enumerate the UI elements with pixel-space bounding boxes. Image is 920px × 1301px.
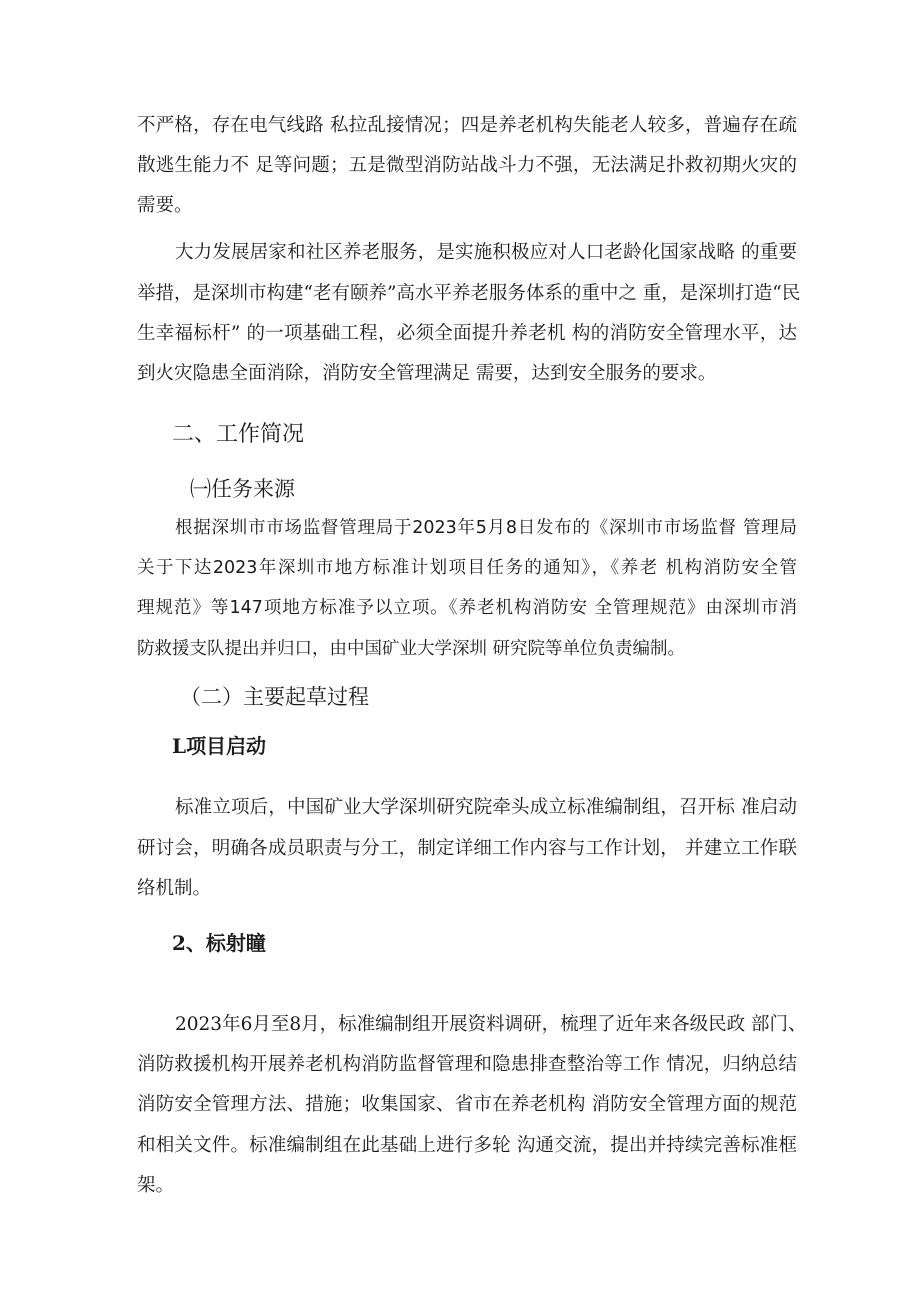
paragraph-line: 2023年6月至8月，标准编制组开展资料调研，梳理了近年来各级民政 部门、 <box>175 1014 807 1035</box>
paragraph-line: 和相关文件。标准编制组在此基础上进行多轮 沟通交流，提出并持续完善标准框 <box>137 1135 797 1156</box>
paragraph-line: 研讨会，明确各成员职责与分工，制定详细工作内容与工作计划， 并建立工作联 <box>137 838 797 859</box>
item-heading: 2、标射瞳 <box>172 931 266 955</box>
paragraph-line: 络机制。 <box>137 878 212 899</box>
paragraph-line: 举措，是深圳市构建“老有颐养”高水平养老服务体系的重中之 重，是深圳打造“民 <box>137 283 801 304</box>
paragraph-line: 理规范》等147项地方标准予以立项。《养老机构消防安 全管理规范》由深圳市消 <box>137 598 797 618</box>
paragraph-line: 消防救援机构开展养老机构消防监督管理和隐患排查整治等工作 情况，归纳总结 <box>137 1054 797 1075</box>
paragraph-line: 需要。 <box>137 195 193 216</box>
paragraph-line: 生幸福标杆” 的一项基础工程，必须全面提升养老机 构的消防安全管理水平，达 <box>137 323 797 344</box>
paragraph-line: 散逃生能力不 足等问题；五是微型消防站战斗力不强，无法满足扑救初期火灾的 <box>137 155 797 176</box>
paragraph-line: 关于下达2023年深圳市地方标准计划项目任务的通知》，《养老 机构消防安全管 <box>137 558 797 578</box>
paragraph-line: 架。 <box>137 1175 175 1196</box>
paragraph-line: 防救援支队提出并归口，由中国矿业大学深圳 研究院等单位负责编制。 <box>137 639 686 659</box>
paragraph-line: 根据深圳市市场监督管理局于2023年5月8日发布的《深圳市市场监督 管理局 <box>175 518 797 538</box>
paragraph-line: 到火灾隐患全面消除，消防安全管理满足 需要，达到安全服务的要求。 <box>137 363 717 384</box>
paragraph-line: 消防安全管理方法、措施；收集国家、省市在养老机构 消防安全管理方面的规范 <box>137 1094 797 1115</box>
section-heading: 二、工作简况 <box>172 422 305 447</box>
subsection-heading: ㈠任务来源 <box>190 477 295 501</box>
subsection-heading: （二）主要起草过程 <box>180 685 369 709</box>
paragraph-line: 标准立项后，中国矿业大学深圳研究院牵头成立标准编制组，召开标 准启动 <box>175 797 797 818</box>
paragraph-line: 不严格，存在电气线路 私拉乱接情况；四是养老机构失能老人较多，普遍存在疏 <box>137 115 797 136</box>
item-heading: L项目启动 <box>172 734 267 758</box>
paragraph-line: 大力发展居家和社区养老服务，是实施积极应对人口老龄化国家战略 的重要 <box>175 242 797 263</box>
